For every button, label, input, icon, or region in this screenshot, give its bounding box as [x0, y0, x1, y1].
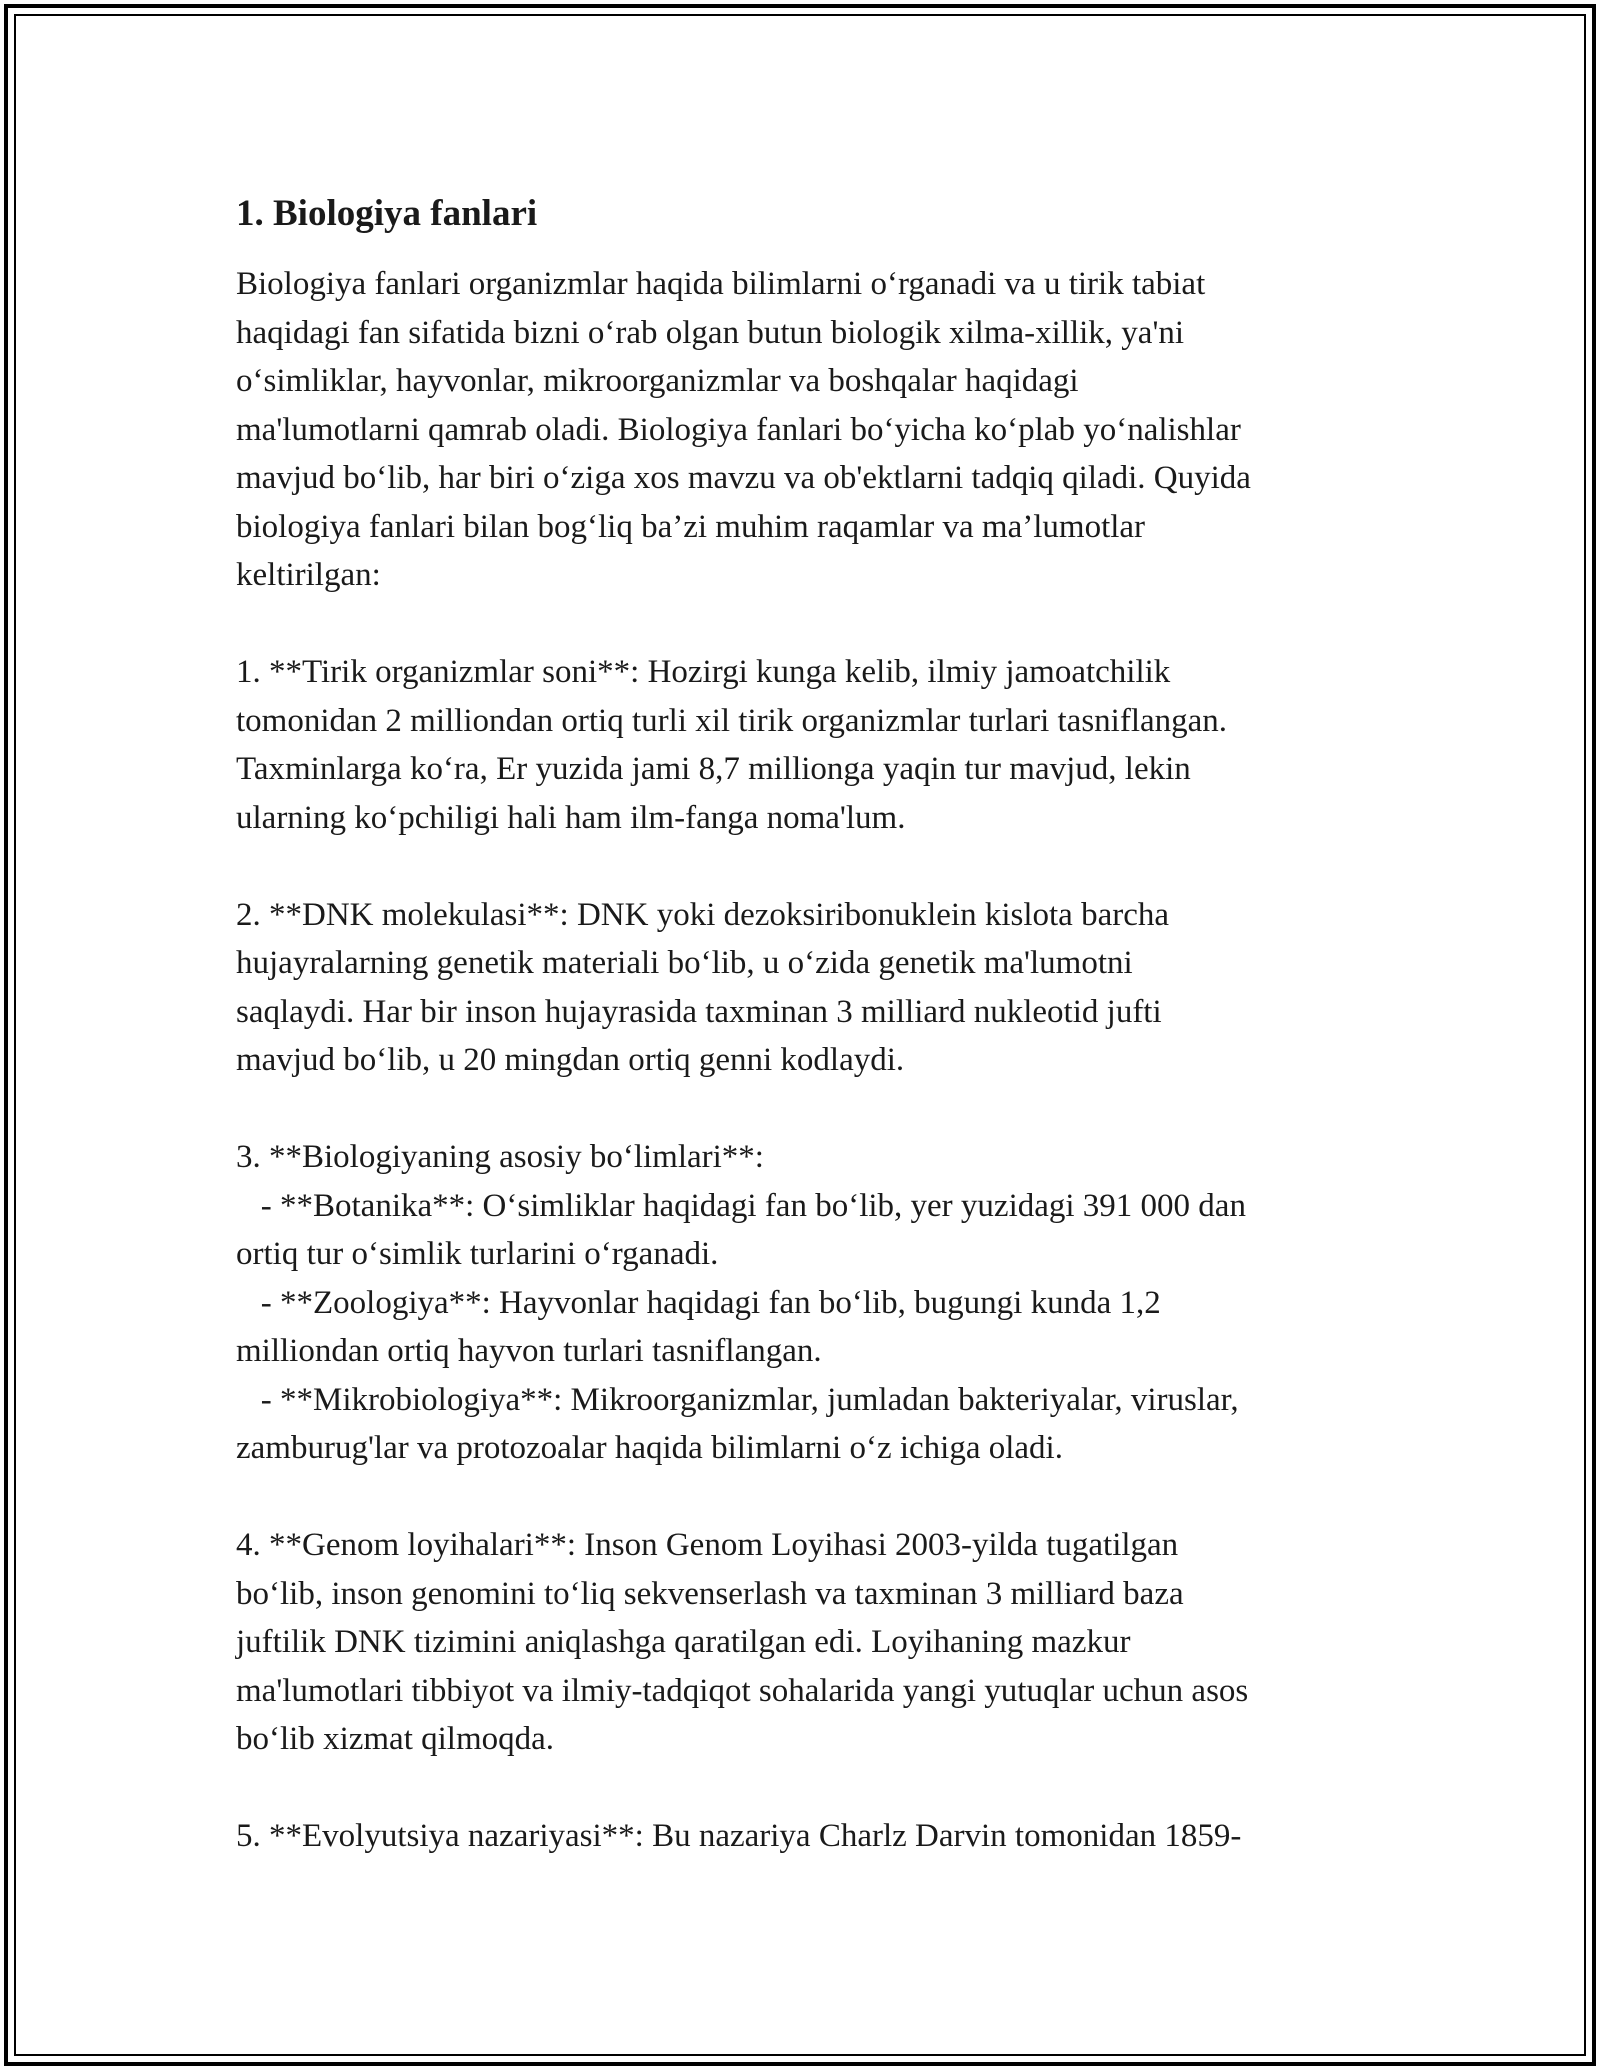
document-page	[236, 190, 1376, 1861]
list-item-evolution: 5. **Evolyutsiya nazariyasi**: Bu nazariya Charlz Darvin tomonidan 1859-	[236, 1818, 1242, 1854]
list-item-genome: 4. **Genom loyihalari**: Inson Genom Loyihasi 2003-yilda tugatilgan bo‘lib, inson genomini to‘liq sekvenserlash va taxminan 3 milliard baza juftilik DNK tizimini aniqlashga qaratilgan edi. Loyihaning mazkur ma'lumotlari tibbiyot va ilmiy-tadqiqot sohalarida yangi yutuqlar uchun asos bo‘lib xizmat qilmoqda.	[236, 1527, 1249, 1757]
list-item-dna: 2. **DNK molekulasi**: DNK yoki dezoksiribonuklein kislota barcha hujayralarning genetik materiali bo‘lib, u o‘zida genetik ma'lumotni saqlaydi. Har bir inson hujayrasida taxminan 3 milliard nukleotid jufti mavjud bo‘lib, u 20 mingdan ortiq genni kodlaydi.	[236, 896, 1170, 1078]
intro-paragraph: Biologiya fanlari organizmlar haqida bilimlarni o‘rganadi va u tirik tabiat haqidagi fan sifatida bizni o‘rab olgan butun biologik xilma-xillik, ya'ni o‘simliklar, hayvonlar, mikroorganizmlar va boshqalar haqidagi ma'lumotlarni qamrab oladi. Biologiya fanlari bo‘yicha ko‘plab yo‘nalishlar mavjud bo‘lib, har biri o‘ziga xos mavzu va ob'ektlarni tadqiq qiladi. Quyida biologiya fanlari bilan bog‘liq ba’zi muhim raqamlar va ma’lumotlar keltirilgan:	[236, 266, 1251, 593]
section-heading: 1. Biologiya fanlari	[236, 193, 538, 234]
list-item-branches: 3. **Biologiyaning asosiy bo‘limlari**: - **Botanika**: O‘simliklar haqidagi fan bo‘lib, yer yuzidagi 391 000 dan ortiq tur o‘simlik turlarini o‘rganadi. - **Zoologiya**: Hayvonlar haqidagi fan bo‘lib, bugungi kunda 1,2 milliondan ortiq hayvon turlari tasniflangan. - **Mikrobiologiya**: Mikroorganizmlar, jumladan bakteriyalar, viruslar, zamburug'lar va protozoalar haqida bilimlarni o‘z ichiga oladi.	[236, 1139, 1246, 1466]
list-item-organisms: 1. **Tirik organizmlar soni**: Hozirgi kunga kelib, ilmiy jamoatchilik tomonidan 2 milliondan ortiq turli xil tirik organizmlar turlari tasniflangan. Taxminlarga ko‘ra, Er yuzida jami 8,7 millionga yaqin tur mavjud, lekin ularning ko‘pchiligi hali ham ilm-fanga noma'lum.	[236, 654, 1228, 836]
